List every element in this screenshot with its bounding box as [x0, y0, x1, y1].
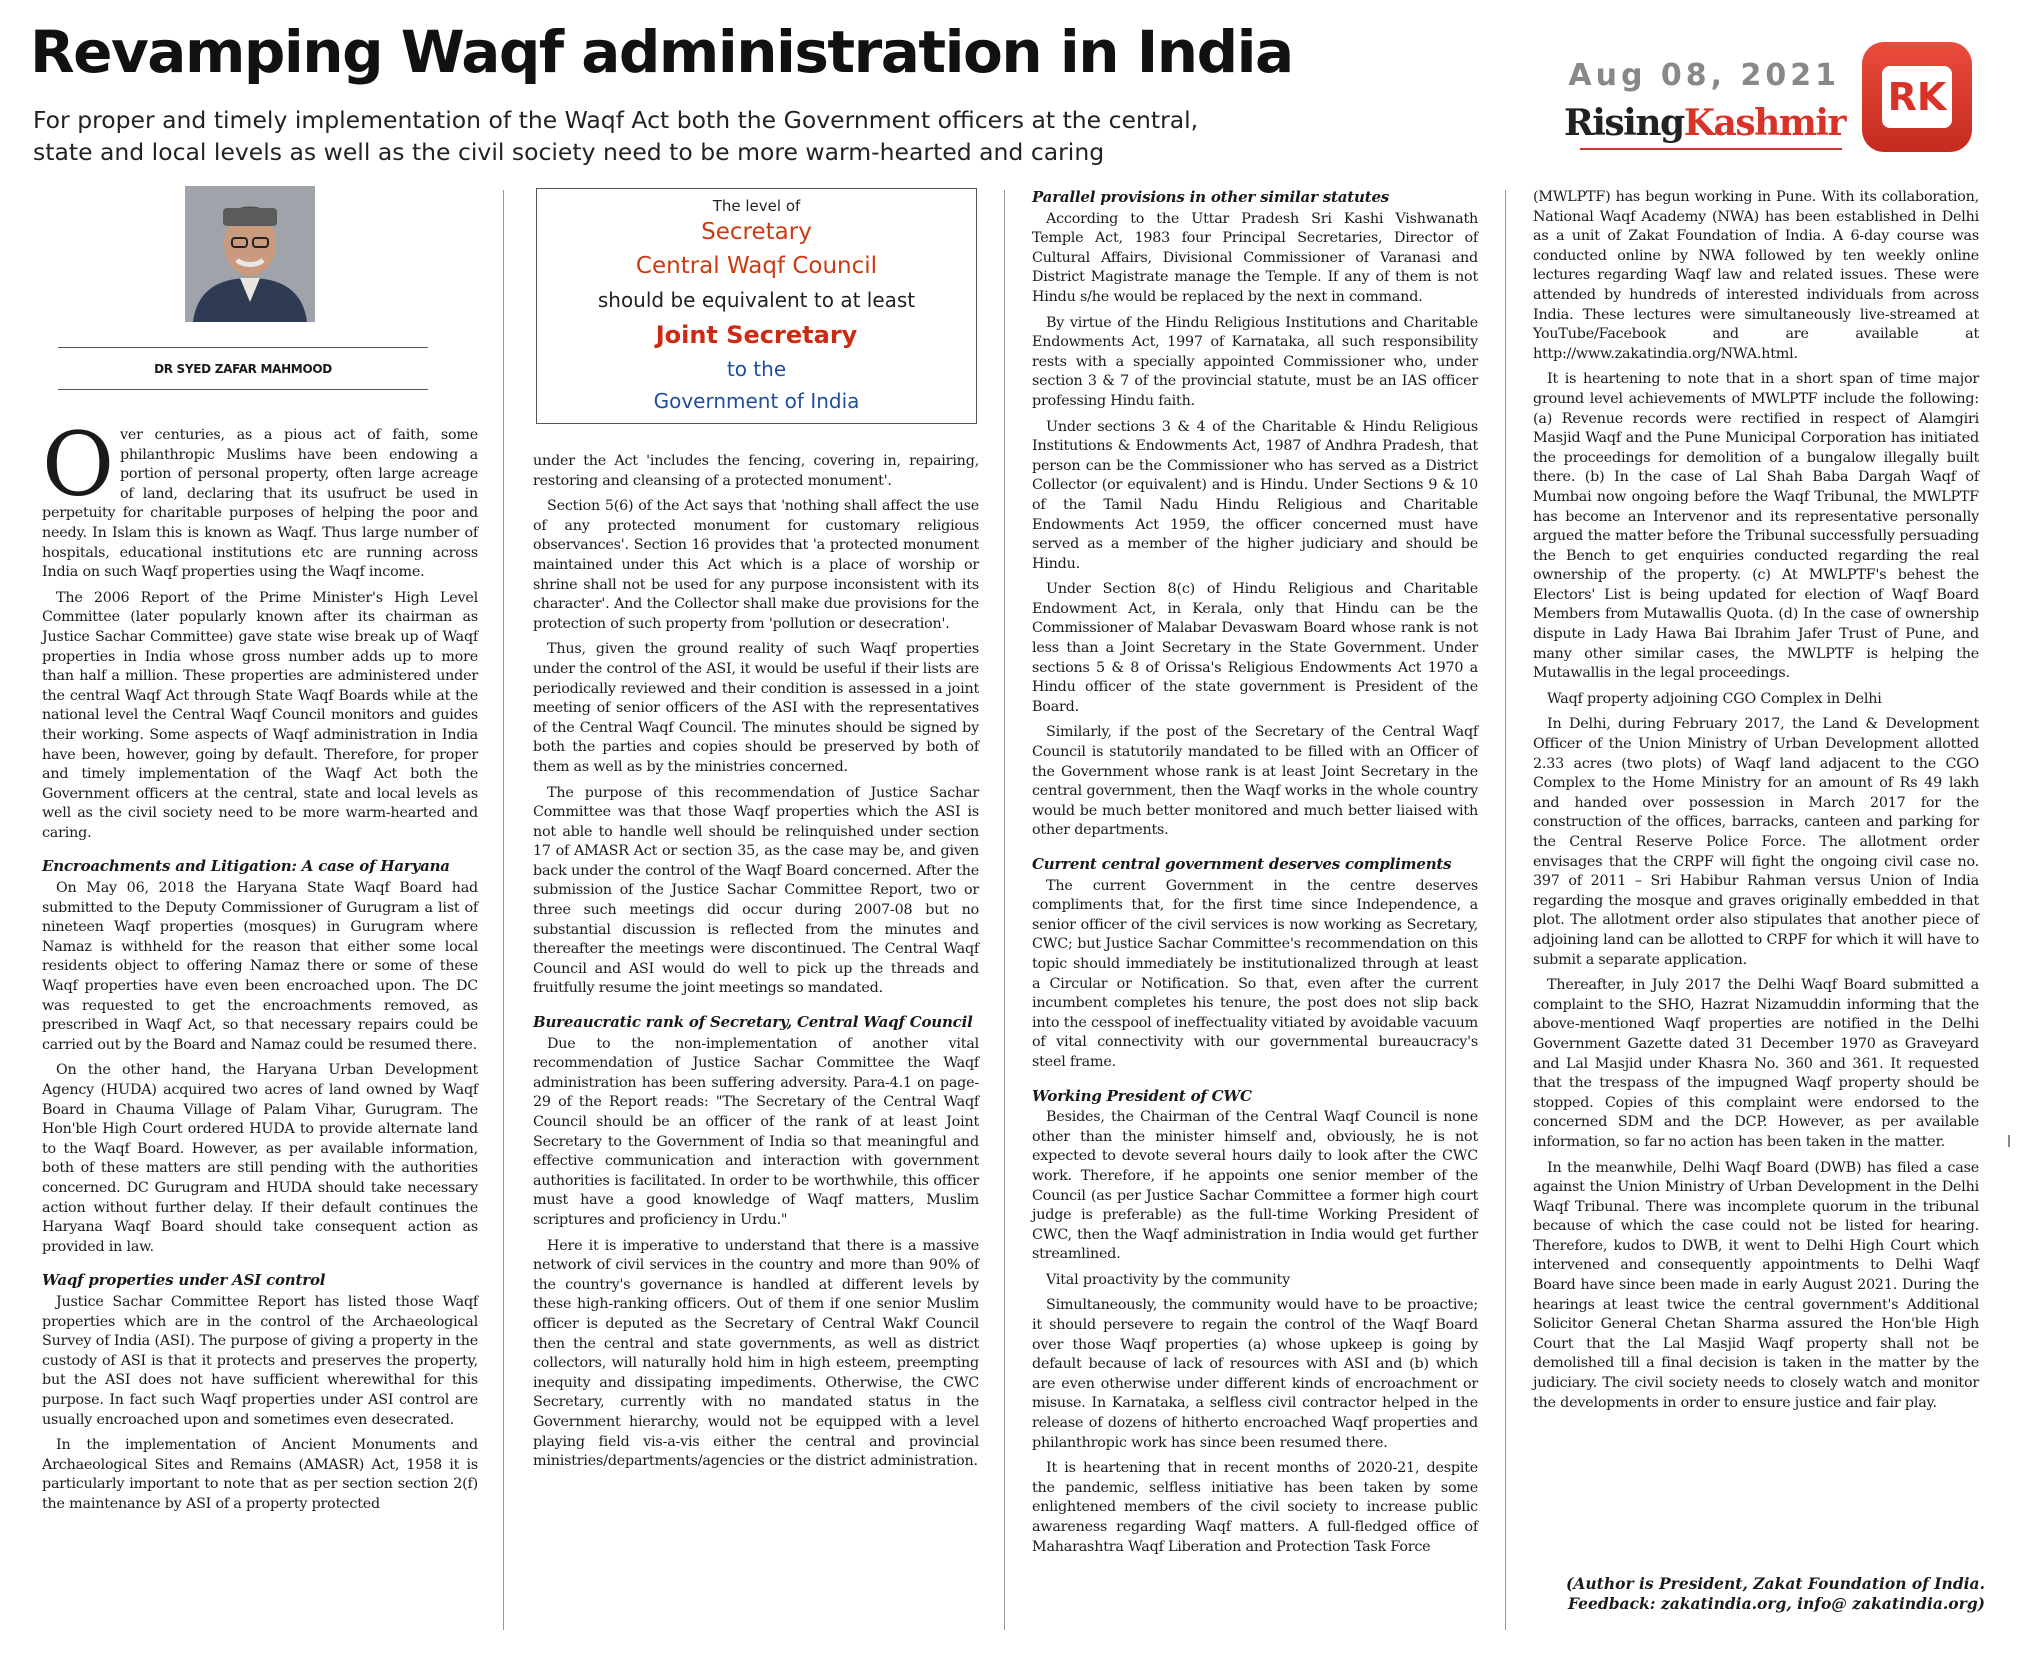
pull-quote-line-5: Joint Secretary	[655, 321, 858, 349]
col2-para-5: Due to the non-implementation of another vital recommendation of Justice Sachar Committee the Waqf administration has been suffering adversity. Para-4.1 on page-29 of the Report reads: "The Secretary of the Central Waqf Council should be an officer of the rank of at least Joint Secretary to the Government of India so that meaningful and effective communication and interaction with government authorities is facilitated. In order to be worthwhile, this officer must have a good knowledge of Waqf matters, Muslim scriptures and proficiency in Urdu."	[533, 1035, 979, 1228]
masthead-rising: Rising	[1563, 102, 1684, 144]
col4-para-1: (MWLPTF) has begun working in Pune. With its collaboration, National Waqf Academy (NWA) has been established in Delhi as a unit of Zakat Foundation of India. A 6-day course was conducted online by NWA followed by ten weekly online lectures regarding Waqf law and related issues. These were attended by hundreds of interested individuals from across India. These lectures were simultaneously live-streamed at YouTube/Facebook and are available at http://www.zakatindia.org/NWA.html.	[1533, 189, 1979, 362]
rk-logo-text: RK	[1882, 66, 1952, 128]
byline-rule-bottom	[58, 389, 428, 390]
masthead-underline	[1580, 148, 1842, 150]
pull-quote-line-2: Secretary	[701, 219, 812, 245]
col3-para-3: Under sections 3 & 4 of the Charitable & Hindu Religious Institutions & Endowments Act, 1987 of Andhra Pradesh, that person can be the Commissioner who has served as a District Collector (or equivalent) and is Hindu. Under Sections 9 & 10 of the Tamil Nadu Hindu Religious and Charitable Endowments Act 1959, the officer concerned must have served as a member of the higher judiciary and should be Hindu.	[1032, 418, 1478, 572]
col3-para-8: Vital proactivity by the community	[1046, 1271, 1290, 1288]
col2-para-2: Section 5(6) of the Act says that 'nothing shall affect the use of any protected monument for customary religious observances'. Section 16 provides that 'a protected monument maintained under this Act which is a place of worship or shrine shall not be used for any purpose inconsistent with its character'. And the Collector shall make due provisions for the protection of such property from 'pollution or desecration'.	[533, 498, 979, 632]
col3-heading-1: Parallel provisions in other similar statutes	[1032, 188, 1390, 206]
col3-para-2: By virtue of the Hindu Religious Institutions and Charitable Endowments Act, 1997 of Karnataka, all such responsibility rests with a specially appointed Commissioner who, under section 3 & 7 of the provincial statute, must be an IAS officer professing Hindu faith.	[1032, 314, 1478, 409]
author-portrait	[185, 186, 315, 322]
pull-quote-line-6: to the	[726, 357, 787, 381]
byline-rule-top	[58, 347, 428, 348]
subheadline: For proper and timely implementation of the Waqf Act both the Government officers at the central, state and local levels as well as the civil society need to be more warm-hearted and caring	[33, 106, 1199, 166]
col3-heading-3: Working President of CWC	[1032, 1086, 1252, 1105]
col4-para-5: Thereafter, in July 2017 the Delhi Waqf Board submitted a complaint to the SHO, Hazrat Nizamuddin informing that the above-mentioned Waqf properties are notified in the Delhi Government Gazette dated 31 December 1970 as Graveyard and Lal Masjid under Khasra No. 360 and 361. It requested that the trespass of the impugned Waqf property should be stopped. Copies of this complaint were endorsed to the concerned SDM and the DCP. However, as per available information, so far no action has been taken in the matter.	[1533, 977, 1979, 1150]
pull-quote-line-7: Government of India	[653, 389, 860, 413]
col3-heading-2: Current central government deserves compliments	[1032, 855, 1452, 873]
headline: Revamping Waqf administration in India	[30, 18, 1293, 86]
column-divider-1	[503, 190, 504, 1630]
col1-heading-2: Waqf properties under ASI control	[42, 1271, 326, 1290]
dateline: Aug 08, 2021	[1568, 58, 1840, 93]
pull-quote-line-1: The level of	[712, 197, 801, 215]
col4-para-3: Waqf property adjoining CGO Complex in Delhi	[1547, 690, 1882, 707]
col1-para-2: The 2006 Report of the Prime Minister's High Level Committee (later popularly known after its chairman as Justice Sachar Committee) gave state wise break up of Waqf properties in India whose gross number adds up to more than half a million. These properties are administered under the central Waqf Act through State Waqf Boards while at the national level the Central Waqf Council monitors and guides their working. Some aspects of Waqf administration in India have been, however, going by default. Therefore, for proper and timely implementation of the Waqf Act both the Government officers at the central, state and local levels as well as the civil society need to be more warm-hearted and caring.	[42, 589, 478, 841]
column-divider-2	[1004, 190, 1005, 1630]
col1-para-6: In the implementation of Ancient Monuments and Archaeological Sites and Remains (AMASR) Act, 1958 it is particularly important to note that as per section section 2(f) the maintenance by ASI of a property protected	[42, 1437, 478, 1512]
col2-para-1: under the Act 'includes the fencing, covering in, repairing, restoring and cleansing of a protected monument'.	[533, 453, 979, 489]
col4-para-4: In Delhi, during February 2017, the Land & Development Officer of the Union Ministry of Urban Development allotted 2.33 acres (two plots) of Waqf land adjacent to the CGO Complex to the Home Ministry for an amount of Rs 49 lakh and handed over possession in March 2017 for the construction of the offices, barracks, canteen and parking for the Central Reserve Police Force. The allotment order envisages that the CRPF will fight the ongoing civil case no. 397 of 2011 – Sri Habibur Rahman versus Union of India regarding the mosque and graves originally embedded in that plot. The allotment order also stipulates that another piece of adjoining land can be allotted to CRPF for which it will have to submit a separate application.	[1533, 716, 1979, 968]
col3-para-10: It is heartening that in recent months of 2020-21, despite the pandemic, selfless initiative has been taken by some enlightened members of the civil society to increase public awareness regarding Waqf matters. A full-fledged office of Maharashtra Waqf Liberation and Protection Task Force	[1032, 1460, 1478, 1555]
col3-para-7: Besides, the Chairman of the Central Waqf Council is none other than the minister himself and, obviously, he is not expected to devote several hours daily to look after the CWC work. Therefore, if he appoints one senior member of the Council (as per Justice Sachar Committee a former high court judge is preferable) as the full-time Working President of CWC, then the Waqf administration in India would get further streamlined.	[1032, 1109, 1478, 1263]
col2-para-4: The purpose of this recommendation of Justice Sachar Committee was that those Waqf properties which the ASI is not able to handle well should be relinquished under section 17 of AMASR Act or section 35, as the case may be, and given back under the control of the Waqf Board concerned. After the submission of the Justice Sachar Committee Report, two or three such meetings did occur during 2007-08 but no substantial discussion is reflected from the minutes and thereafter the meetings were discontinued. The Central Waqf Council and ASI would do well to pick up the threads and fruitfully resume the joint meetings so mandated.	[533, 784, 979, 997]
column-4	[1533, 188, 1979, 1419]
col2-para-3: Thus, given the ground reality of such Waqf properties under the control of the ASI, it would be useful if their lists are periodically reviewed and their condition is assessed in a joint meeting of senior officers of the ASI with the representatives of the Central Waqf Council. The minutes should be signed by both the parties and copies should be preserved by both of them as well as by the ministries concerned.	[533, 641, 979, 775]
col1-heading-1: Encroachments and Litigation: A case of Haryana	[42, 857, 450, 876]
col3-para-1: According to the Uttar Pradesh Sri Kashi Vishwanath Temple Act, 1983 four Principal Secretaries, Director of Cultural Affairs, Divisional Commissioner of Varanasi and District Magistrate manage the Temple. If any of them is not Hindu s/he would be replaced by the next in command.	[1032, 210, 1478, 305]
author-note: (Author is President, Zakat Foundation of India. Feedback: zakatindia.org, info@ zakatindia.org)	[1566, 1574, 1985, 1613]
pull-quote-line-3: Central Waqf Council	[635, 253, 878, 279]
rk-logo	[1862, 42, 1972, 152]
drop-cap: O	[42, 413, 114, 516]
column-divider-3	[1505, 190, 1506, 1630]
edge-mark	[2008, 1135, 2010, 1147]
col1-para-3: On May 06, 2018 the Haryana State Waqf Board had submitted to the Deputy Commissioner of Gurugram a list of nineteen Waqf properties (mosques) in Gurugram where Namaz is withheld for the reason that either some local residents object to offering Namaz there or some of these Waqf properties have even been encroached upon. The DC was requested to get the encroachments removed, as prescribed in Waqf Act, so that necessary repairs could be carried out by the Board and Namaz could be resumed there.	[42, 880, 478, 1053]
column-2	[533, 452, 979, 1478]
col1-para-1	[42, 413, 478, 583]
col4-para-6: In the meanwhile, Delhi Waqf Board (DWB) has filed a case against the Union Ministry of Urban Development in the Delhi Waqf Tribunal. There was incomplete quorum in the tribunal because of which the case could not be listed for hearing. Therefore, kudos to DWB, it went to Delhi High Court which intervened and consequently appointments to Delhi Waqf Board have since been made in early August 2021. During the hearings at least twice the central government's Additional Solicitor General Chetan Sharma assured the Hon'ble High Court that the Lal Masjid Waqf property shall not be demolished till a final decision is taken in the matter by the judiciary. The civil society needs to closely watch and monitor the developments in order to ensure justice and fair play.	[1533, 1159, 1979, 1411]
col3-para-6: The current Government in the centre deserves compliments that, for the first time since Independence, a senior officer of the civil services is now working as Secretary, CWC; but Justice Sachar Committee's recommendation on this topic should immediately be institutionalized through at least a Circular or Notification. So that, even after the current incumbent completes his tenure, the post does not slip back into the cesspool of ineffectuality vitiated by avoidable vacuum of vital connectivity with our governmental bureaucracy's steel frame.	[1032, 877, 1478, 1070]
column-3	[1032, 188, 1478, 1563]
masthead-kashmir: Kashmir	[1683, 102, 1845, 144]
col2-para-6: Here it is imperative to understand that there is a massive network of civil services in the country and more than 90% of the country's governance is handled at different levels by these high-ranking officers. Out of them if one senior Muslim officer is deputed as the Secretary of Central Wakf Council then the central and state governments, as well as district collectors, will naturally hold him in high esteem, preempting inequity and dissipating impediments. Otherwise, the CWC Secretary, currently with no mandated status in the Government hierarchy, would not be equipped with a level playing field vis-a-vis either the central and provincial ministries/departments/agencies or the district administration.	[533, 1237, 979, 1470]
col2-heading-1: Bureaucratic rank of Secretary, Central Waqf Council	[533, 1013, 973, 1032]
pull-quote-box	[536, 188, 977, 424]
masthead	[1530, 102, 1845, 144]
column-1	[42, 413, 478, 1520]
col1-para-1-text: ver centuries, as a pious act of faith, some philanthropic Muslims have been endowing a portion of personal property, often large acreage of land, declaring that its usufruct be used in perpetuity for charitable purposes of helping the poor and needy. In Islam this is known as Waqf. Thus large number of hospitals, educational institutions etc are running across India on such Waqf properties using the Waqf income.	[42, 427, 478, 581]
author-byline: DR SYED ZAFAR MAHMOOD	[154, 362, 332, 376]
col1-para-4: On the other hand, the Haryana Urban Development Agency (HUDA) acquired two acres of land owned by Waqf Board in Chauma Village of Palam Vihar, Gurugram. The Hon'ble High Court ordered HUDA to provide alternate land to the Waqf Board. However, as per available information, both of these matters are still pending with the authorities concerned. DC Gurugram and HUDA should take necessary action without further delay. If their default continues the Haryana Waqf Board should take consequent action as provided in law.	[42, 1062, 478, 1255]
col4-para-2: It is heartening to note that in a short span of time major ground level achievements of MWLPTF include the following: (a) Revenue records were rectified in respect of Alamgiri Masjid Waqf and the Pune Municipal Corporation has initiated the proceedings for demolition of a bungalow illegally built there. (b) In the case of Lal Shah Baba Dargah Waqf of Mumbai now ongoing before the Waqf Tribunal, the MWLPTF has become an Intervenor and its representative personally argued the matter before the Tribunal successfully persuading the Bench to get enquiries conducted regarding the real ownership of the property. (c) At MWLPTF's behest the Electors' List is being updated for election of Waqf Board Members from Mutawallis Quota. (d) In the case of ownership dispute in Lady Hawa Bai Ibrahim Jafer Trust of Pune, and many other similar cases, the MWLPTF is helping the Mutawallis in the legal proceedings.	[1533, 371, 1979, 682]
pull-quote-line-4: should be equivalent to at least	[597, 288, 916, 312]
portrait-illustration	[185, 186, 315, 322]
col1-para-5: Justice Sachar Committee Report has listed those Waqf properties which are in the control of the Archaeological Survey of India (ASI). The purpose of giving a property in the custody of ASI is that it protects and preserves the property, but the ASI does not have sufficient wherewithal for this purpose. In fact such Waqf properties under ASI control are usually encroached upon and sometimes even desecrated.	[42, 1293, 478, 1428]
col3-para-4: Under Section 8(c) of Hindu Religious and Charitable Endowment Act, in Kerala, only that Hindu can be the Commissioner of Malabar Devaswam Board whose rank is not less than a Joint Secretary in the State Government. Under sections 5 & 8 of Orissa's Religious Endowments Act 1970 a Hindu officer of the state government is President of the Board.	[1032, 581, 1478, 715]
col3-para-5: Similarly, if the post of the Secretary of the Central Waqf Council is statutorily mandated to be filled with an Officer of the Government whose rank is at least Joint Secretary in the central government, then the Waqf works in the whole country would be much better monitored and much better liaised with other departments.	[1032, 724, 1478, 839]
col3-para-9: Simultaneously, the community would have to be proactive; it should persevere to regain the control of the Waqf Board over those Waqf properties (a) whose upkeep is going by default because of lack of resources with ASI and (b) which are even otherwise under different kinds of encroachment or misuse. In Karnataka, a selfless civil contractor helped in the release of dozens of hitherto encroached Waqf properties and philanthropic work has since been resumed there.	[1032, 1297, 1478, 1451]
